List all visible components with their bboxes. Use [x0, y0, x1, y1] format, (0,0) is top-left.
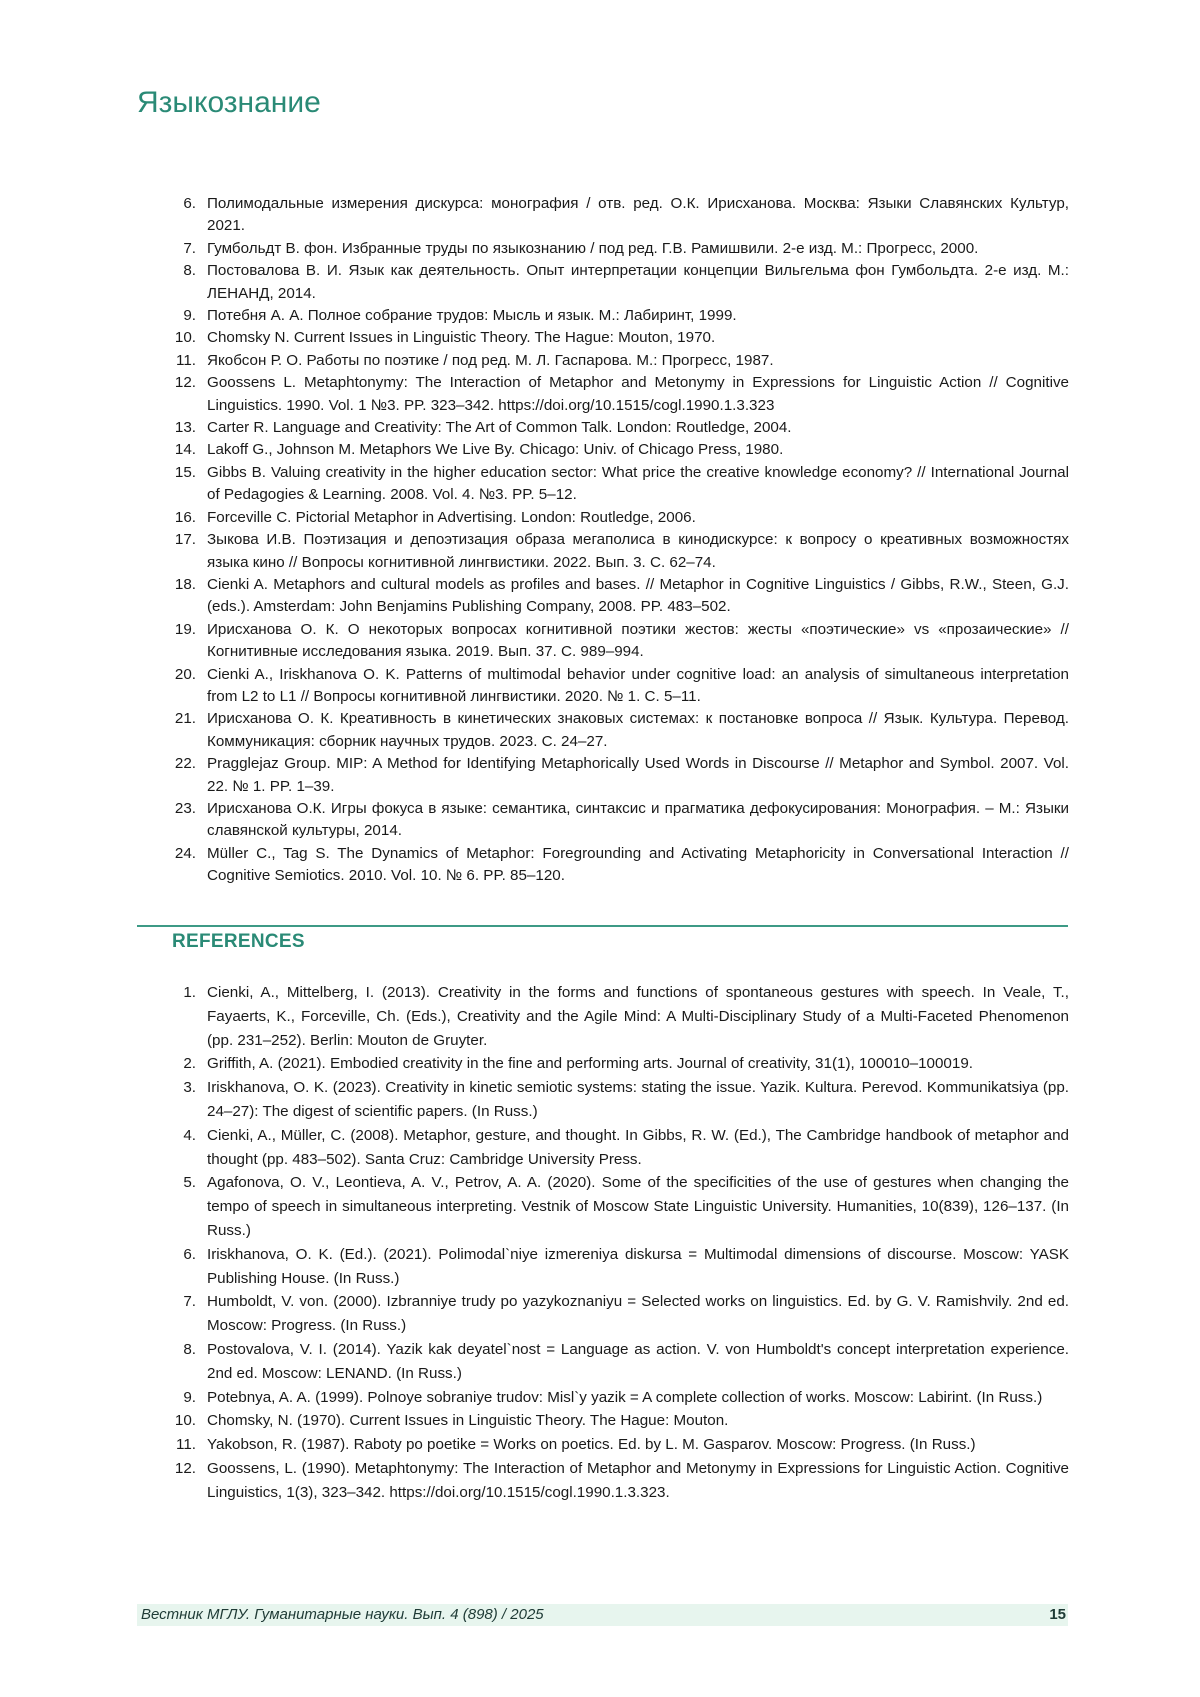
reference-text: Agafonova, O. V., Leontieva, A. V., Petrov, A. A. (2020). Some of the specificities of the use of gestures when changing the tempo of speech in simultaneous interpreting. Vestnik of Moscow State Linguistic University. Humanities, 10(839), 126–137. (In Russ.)	[207, 1174, 1069, 1239]
reference-text: Постовалова В. И. Язык как деятельность. Опыт интерпретации концепции Вильгельма фон Гумбольдта. 2-е изд. М.: ЛЕНАНД, 2014.	[207, 262, 1069, 301]
journal-title: Вестник МГЛУ. Гуманитарные науки. Вып. 4 (898) / 2025	[141, 1606, 544, 1623]
reference-number: 16.	[172, 507, 196, 529]
reference-number: 14.	[172, 439, 196, 461]
reference-item	[172, 305, 1069, 327]
reference-text: Ирисханова О. К. Креативность в кинетических знаковых системах: к постановке вопроса // Язык. Культура. Перевод. Коммуникация: сборник научных трудов. 2023. С. 24–27.	[207, 710, 1069, 749]
reference-number: 4.	[172, 1124, 196, 1148]
reference-item	[172, 350, 1069, 372]
reference-text: Goossens, L. (1990). Metaphtonymy: The Interaction of Metaphor and Metonymy in Expressions for Linguistic Action. Cognitive Linguistics, 1(3), 323–342. https://doi.org/10.1515/cogl.1990.1.3.323.	[207, 1460, 1069, 1501]
reference-number: 22.	[172, 753, 196, 775]
reference-number: 12.	[172, 1457, 196, 1481]
section-title: Языкознание	[137, 86, 321, 120]
reference-number: 13.	[172, 417, 196, 439]
section-divider	[137, 925, 1068, 927]
reference-text: Müller C., Tag S. The Dynamics of Metaphor: Foregrounding and Activating Metaphoricity in Conversational Interaction // Cognitive Semiotics. 2010. Vol. 10. № 6. PP. 85–120.	[207, 845, 1069, 884]
reference-item	[172, 507, 1069, 529]
reference-text: Goossens L. Metaphtonymy: The Interaction of Metaphor and Metonymy in Expressions for Linguistic Action // Cognitive Linguistics. 1990. Vol. 1 №3. PP. 323–342. https://doi.org/10.1515/cogl.1990.1.3.323	[207, 374, 1069, 413]
reference-item	[172, 1124, 1069, 1172]
reference-text: Iriskhanova, O. K. (2023). Creativity in kinetic semiotic systems: stating the issue. Yazik. Kultura. Perevod. Kommunikatsiya (pp. 24–27): The digest of scientific papers. (In Russ.)	[207, 1079, 1069, 1120]
reference-number: 18.	[172, 574, 196, 596]
reference-number: 11.	[172, 1433, 196, 1457]
reference-item	[172, 1052, 1069, 1076]
reference-item	[172, 1243, 1069, 1291]
reference-text: Cienki, A., Mittelberg, I. (2013). Creativity in the forms and functions of spontaneous gestures with speech. In Veale, T., Fayaerts, K., Forceville, Ch. (Eds.), Creativity and the Agile Mind: A Multi-Disciplinary Study of a Multi-Faceted Phenomenon (pp. 231–252). Berlin: Mouton de Gruyter.	[207, 984, 1069, 1049]
reference-number: 9.	[172, 1386, 196, 1410]
reference-item	[172, 619, 1069, 664]
reference-text: Ирисханова О. К. О некоторых вопросах когнитивной поэтики жестов: жесты «поэтические» vs «прозаические» // Когнитивные исследования языка. 2019. Вып. 37. С. 989–994.	[207, 621, 1069, 660]
reference-text: Полимодальные измерения дискурса: монография / отв. ред. О.К. Ирисханова. Москва: Языки Славянских Культур, 2021.	[207, 195, 1069, 234]
reference-text: Potebnya, A. A. (1999). Polnoye sobraniye trudov: Misl`y yazik = A complete collection of works. Moscow: Labirint. (In Russ.)	[207, 1389, 1042, 1406]
reference-text: Chomsky N. Current Issues in Linguistic Theory. The Hague: Mouton, 1970.	[207, 329, 715, 346]
reference-item	[172, 327, 1069, 349]
reference-text: Gibbs B. Valuing creativity in the higher education sector: What price the creative knowledge economy? // International Journal of Pedagogies & Learning. 2008. Vol. 4. №3. PP. 5–12.	[207, 464, 1069, 503]
reference-item	[172, 193, 1069, 238]
reference-text: Iriskhanova, O. K. (Ed.). (2021). Polimodal`niye izmereniya diskursa = Multimodal dimensions of discourse. Moscow: YASK Publishing House. (In Russ.)	[207, 1246, 1069, 1287]
reference-text: Якобсон Р. О. Работы по поэтике / под ред. М. Л. Гаспарова. М.: Прогресс, 1987.	[207, 352, 774, 369]
reference-number: 1.	[172, 981, 196, 1005]
reference-number: 7.	[172, 238, 196, 260]
reference-item	[172, 753, 1069, 798]
reference-number: 7.	[172, 1290, 196, 1314]
reference-number: 15.	[172, 462, 196, 484]
reference-number: 6.	[172, 193, 196, 215]
reference-item	[172, 238, 1069, 260]
reference-number: 17.	[172, 529, 196, 551]
reference-number: 21.	[172, 708, 196, 730]
reference-item	[172, 417, 1069, 439]
reference-item	[172, 1409, 1069, 1433]
reference-number: 19.	[172, 619, 196, 641]
reference-text: Forceville C. Pictorial Metaphor in Advertising. London: Routledge, 2006.	[207, 509, 696, 526]
reference-item	[172, 843, 1069, 888]
reference-number: 5.	[172, 1171, 196, 1195]
reference-item	[172, 798, 1069, 843]
reference-number: 8.	[172, 1338, 196, 1362]
reference-number: 10.	[172, 1409, 196, 1433]
reference-text: Yakobson, R. (1987). Raboty po poetike = Works on poetics. Ed. by L. M. Gasparov. Moscow: Progress. (In Russ.)	[207, 1436, 976, 1453]
reference-item	[172, 1076, 1069, 1124]
reference-text: Chomsky, N. (1970). Current Issues in Linguistic Theory. The Hague: Mouton.	[207, 1412, 728, 1429]
reference-item	[172, 439, 1069, 461]
reference-item	[172, 462, 1069, 507]
reference-item	[172, 1171, 1069, 1242]
reference-item	[172, 574, 1069, 619]
reference-text: Griffith, A. (2021). Embodied creativity in the fine and performing arts. Journal of creativity, 31(1), 100010–100019.	[207, 1055, 973, 1072]
reference-item	[172, 1457, 1069, 1505]
russian-reference-list	[172, 193, 1069, 888]
reference-item	[172, 981, 1069, 1052]
reference-item	[172, 260, 1069, 305]
page-number: 15	[1049, 1606, 1066, 1623]
reference-text: Ирисханова О.К. Игры фокуса в языке: семантика, синтаксис и прагматика дефокусирования: Монография. – М.: Языки славянской культуры, 2014.	[207, 800, 1069, 839]
reference-number: 12.	[172, 372, 196, 394]
reference-item	[172, 708, 1069, 753]
reference-text: Зыкова И.В. Поэтизация и депоэтизация образа мегаполиса в кинодискурсе: к вопросу о креативных возможностях языка кино // Вопросы когнитивной лингвистики. 2022. Вып. 3. С. 62–74.	[207, 531, 1069, 570]
reference-number: 2.	[172, 1052, 196, 1076]
reference-item	[172, 664, 1069, 709]
reference-text: Cienki A. Metaphors and cultural models as profiles and bases. // Metaphor in Cognitive Linguistics / Gibbs, R.W., Steen, G.J. (eds.). Amsterdam: John Benjamins Publishing Company, 2008. PP. 483–502.	[207, 576, 1069, 615]
reference-item	[172, 1433, 1069, 1457]
english-reference-list	[172, 981, 1069, 1505]
reference-number: 8.	[172, 260, 196, 282]
reference-item	[172, 372, 1069, 417]
reference-text: Потебня А. А. Полное собрание трудов: Мысль и язык. М.: Лабиринт, 1999.	[207, 307, 737, 324]
reference-text: Cienki A., Iriskhanova O. K. Patterns of multimodal behavior under cognitive load: an analysis of simultaneous interpretation from L2 to L1 // Вопросы когнитивной лингвистики. 2020. № 1. С. 5–11.	[207, 666, 1069, 705]
references-heading: REFERENCES	[172, 931, 305, 953]
reference-text: Carter R. Language and Creativity: The Art of Common Talk. London: Routledge, 2004.	[207, 419, 792, 436]
reference-item	[172, 1290, 1069, 1338]
reference-text: Гумбольдт В. фон. Избранные труды по языкознанию / под ред. Г.В. Рамишвили. 2-е изд. М.: Прогресс, 2000.	[207, 240, 978, 257]
reference-number: 23.	[172, 798, 196, 820]
reference-item	[172, 1338, 1069, 1386]
reference-number: 11.	[172, 350, 196, 372]
reference-text: Cienki, A., Müller, C. (2008). Metaphor, gesture, and thought. In Gibbs, R. W. (Ed.), The Cambridge handbook of metaphor and thought (pp. 483–502). Santa Cruz: Cambridge University Press.	[207, 1127, 1069, 1168]
reference-item	[172, 1386, 1069, 1410]
reference-item	[172, 529, 1069, 574]
reference-text: Pragglejaz Group. MIP: A Method for Identifying Metaphorically Used Words in Discourse // Metaphor and Symbol. 2007. Vol. 22. № 1. PP. 1–39.	[207, 755, 1069, 794]
reference-number: 9.	[172, 305, 196, 327]
reference-number: 24.	[172, 843, 196, 865]
reference-text: Postovalova, V. I. (2014). Yazik kak deyatel`nost = Language as action. V. von Humboldt's concept interpretation experience. 2nd ed. Moscow: LENAND. (In Russ.)	[207, 1341, 1069, 1382]
reference-number: 3.	[172, 1076, 196, 1100]
reference-number: 6.	[172, 1243, 196, 1267]
reference-number: 10.	[172, 327, 196, 349]
reference-text: Humboldt, V. von. (2000). Izbranniye trudy po yazykoznaniyu = Selected works on linguistics. Ed. by G. V. Ramishvily. 2nd ed. Moscow: Progress. (In Russ.)	[207, 1293, 1069, 1334]
page-footer	[137, 1604, 1068, 1626]
reference-text: Lakoff G., Johnson M. Metaphors We Live By. Chicago: Univ. of Chicago Press, 1980.	[207, 441, 783, 458]
reference-number: 20.	[172, 664, 196, 686]
